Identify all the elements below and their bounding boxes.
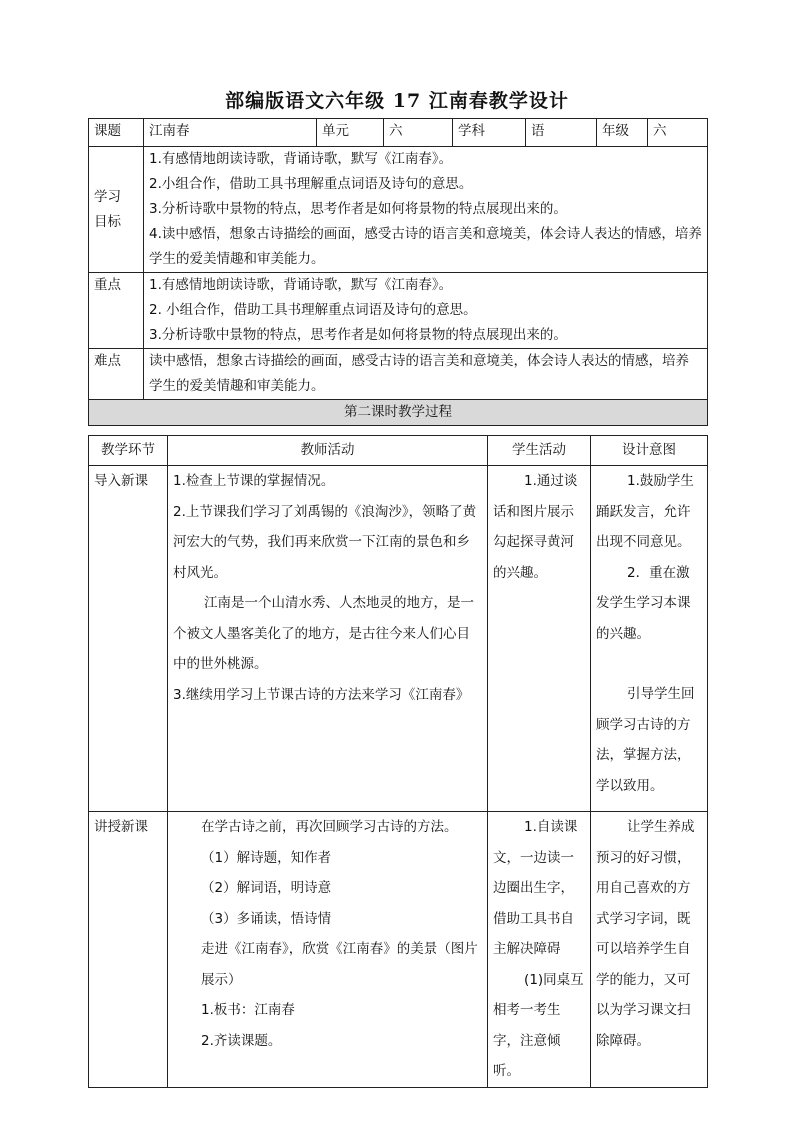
key-points-content <box>144 273 708 349</box>
subject-value: 语 <box>526 119 597 147</box>
design-item: 1.鼓励学生踊跃发言，允许出现不同意见。 <box>596 473 694 550</box>
design-item: 引导学生回顾学习古诗的方法，掌握方法，学以致用。 <box>596 686 695 794</box>
header-teacher: 教师活动 <box>168 436 488 466</box>
lesson-info-table <box>88 118 708 426</box>
process-table <box>88 435 708 1088</box>
goal-item: 4.读中感悟，想象古诗描绘的画面，感受古诗的语言美和意境美，体会诗人表达的情感，培养学生的爱美情趣和审美能力。 <box>149 226 702 267</box>
goal-item: 2.小组合作，借助工具书理解重点词语及诗句的意思。 <box>149 176 473 192</box>
teacher-step: 江南是一个山清水秀、人杰地灵的地方，是一个被文人墨客美化了的地方，是古往今来人们心目中的世外桃源。 <box>173 595 475 672</box>
header-design: 设计意图 <box>591 436 708 466</box>
student-step: (1)同桌互相考一考生字，注意倾听。 <box>493 971 584 1079</box>
document-title: 部编版语文六年级 17 江南春教学设计 <box>225 90 569 112</box>
goal-item: 1.有感情地朗读诗歌，背诵诗歌，默写《江南春》。 <box>149 151 453 167</box>
teacher-step: 3.继续用学习上节课古诗的方法来学习《江南春》 <box>173 686 470 703</box>
student-activity: 1.通过谈话和图片展示勾起探寻黄河的兴趣。 <box>488 466 591 812</box>
unit-value: 六 <box>384 119 453 147</box>
design-item: 2．重在激发学生学习本课的兴趣。 <box>596 564 691 642</box>
teacher-step: （2）解词语，明诗意 <box>201 880 332 896</box>
teacher-step: 在学古诗之前，再次回顾学习古诗的方法。 <box>201 819 458 835</box>
goals-content <box>144 147 708 273</box>
header-student: 学生活动 <box>488 436 591 466</box>
process-section-title: 第二课时教学过程 <box>89 400 708 426</box>
unit-label: 单元 <box>317 119 384 147</box>
teacher-activity <box>168 466 488 812</box>
grade-label: 年级 <box>597 119 648 147</box>
teacher-step: 1.检查上节课的掌握情况。 <box>173 473 335 489</box>
course-value: 江南春 <box>144 119 317 147</box>
difficult-label: 难点 <box>89 349 144 400</box>
subject-label: 学科 <box>453 119 526 147</box>
key-point-item: 1.有感情地朗读诗歌，背诵诗歌，默写《江南春》。 <box>149 277 453 293</box>
course-label: 课题 <box>89 119 144 147</box>
teacher-activity <box>168 812 488 1088</box>
student-step: 1.自读课文，一边读一边圈出生字，借助工具书自主解决障碍 <box>493 819 578 957</box>
key-points-label: 重点 <box>89 273 144 349</box>
teacher-step: 2.齐读课题。 <box>201 1032 282 1049</box>
stage-name: 讲授新课 <box>89 812 168 1088</box>
teacher-step: 2.上节课我们学习了刘禹锡的《浪淘沙》，领略了黄河宏大的气势，我们再来欣赏一下江南的景色和乡村风光。 <box>173 503 477 581</box>
stage-name: 导入新课 <box>89 466 168 812</box>
design-intent <box>591 466 708 812</box>
key-point-item: 2. 小组合作，借助工具书理解重点词语及诗句的意思。 <box>149 302 477 318</box>
teacher-step: 1.板书：江南春 <box>201 1002 295 1018</box>
grade-value: 六 <box>648 119 708 147</box>
design-intent: 让学生养成预习的好习惯，用自己喜欢的方式学习字词，既可以培养学生自学的能力，又可以为学习课文扫除障碍。 <box>591 812 708 1088</box>
difficult-content: 读中感悟，想象古诗描绘的画面，感受古诗的语言美和意境美，体会诗人表达的情感，培养学生的爱美情趣和审美能力。 <box>144 349 708 400</box>
teacher-step: （3）多诵读，悟诗情 <box>201 910 332 927</box>
teacher-step: （1）解诗题，知作者 <box>201 849 332 866</box>
goals-label: 学习目标 <box>89 147 144 273</box>
teacher-step: 走进《江南春》，欣赏《江南春》的美景（图片展示） <box>201 941 478 988</box>
key-point-item: 3.分析诗歌中景物的特点，思考作者是如何将景物的特点展现出来的。 <box>149 327 567 343</box>
header-stage: 教学环节 <box>89 436 168 466</box>
goal-item: 3.分析诗歌中景物的特点，思考作者是如何将景物的特点展现出来的。 <box>149 201 567 217</box>
student-activity <box>488 812 591 1088</box>
